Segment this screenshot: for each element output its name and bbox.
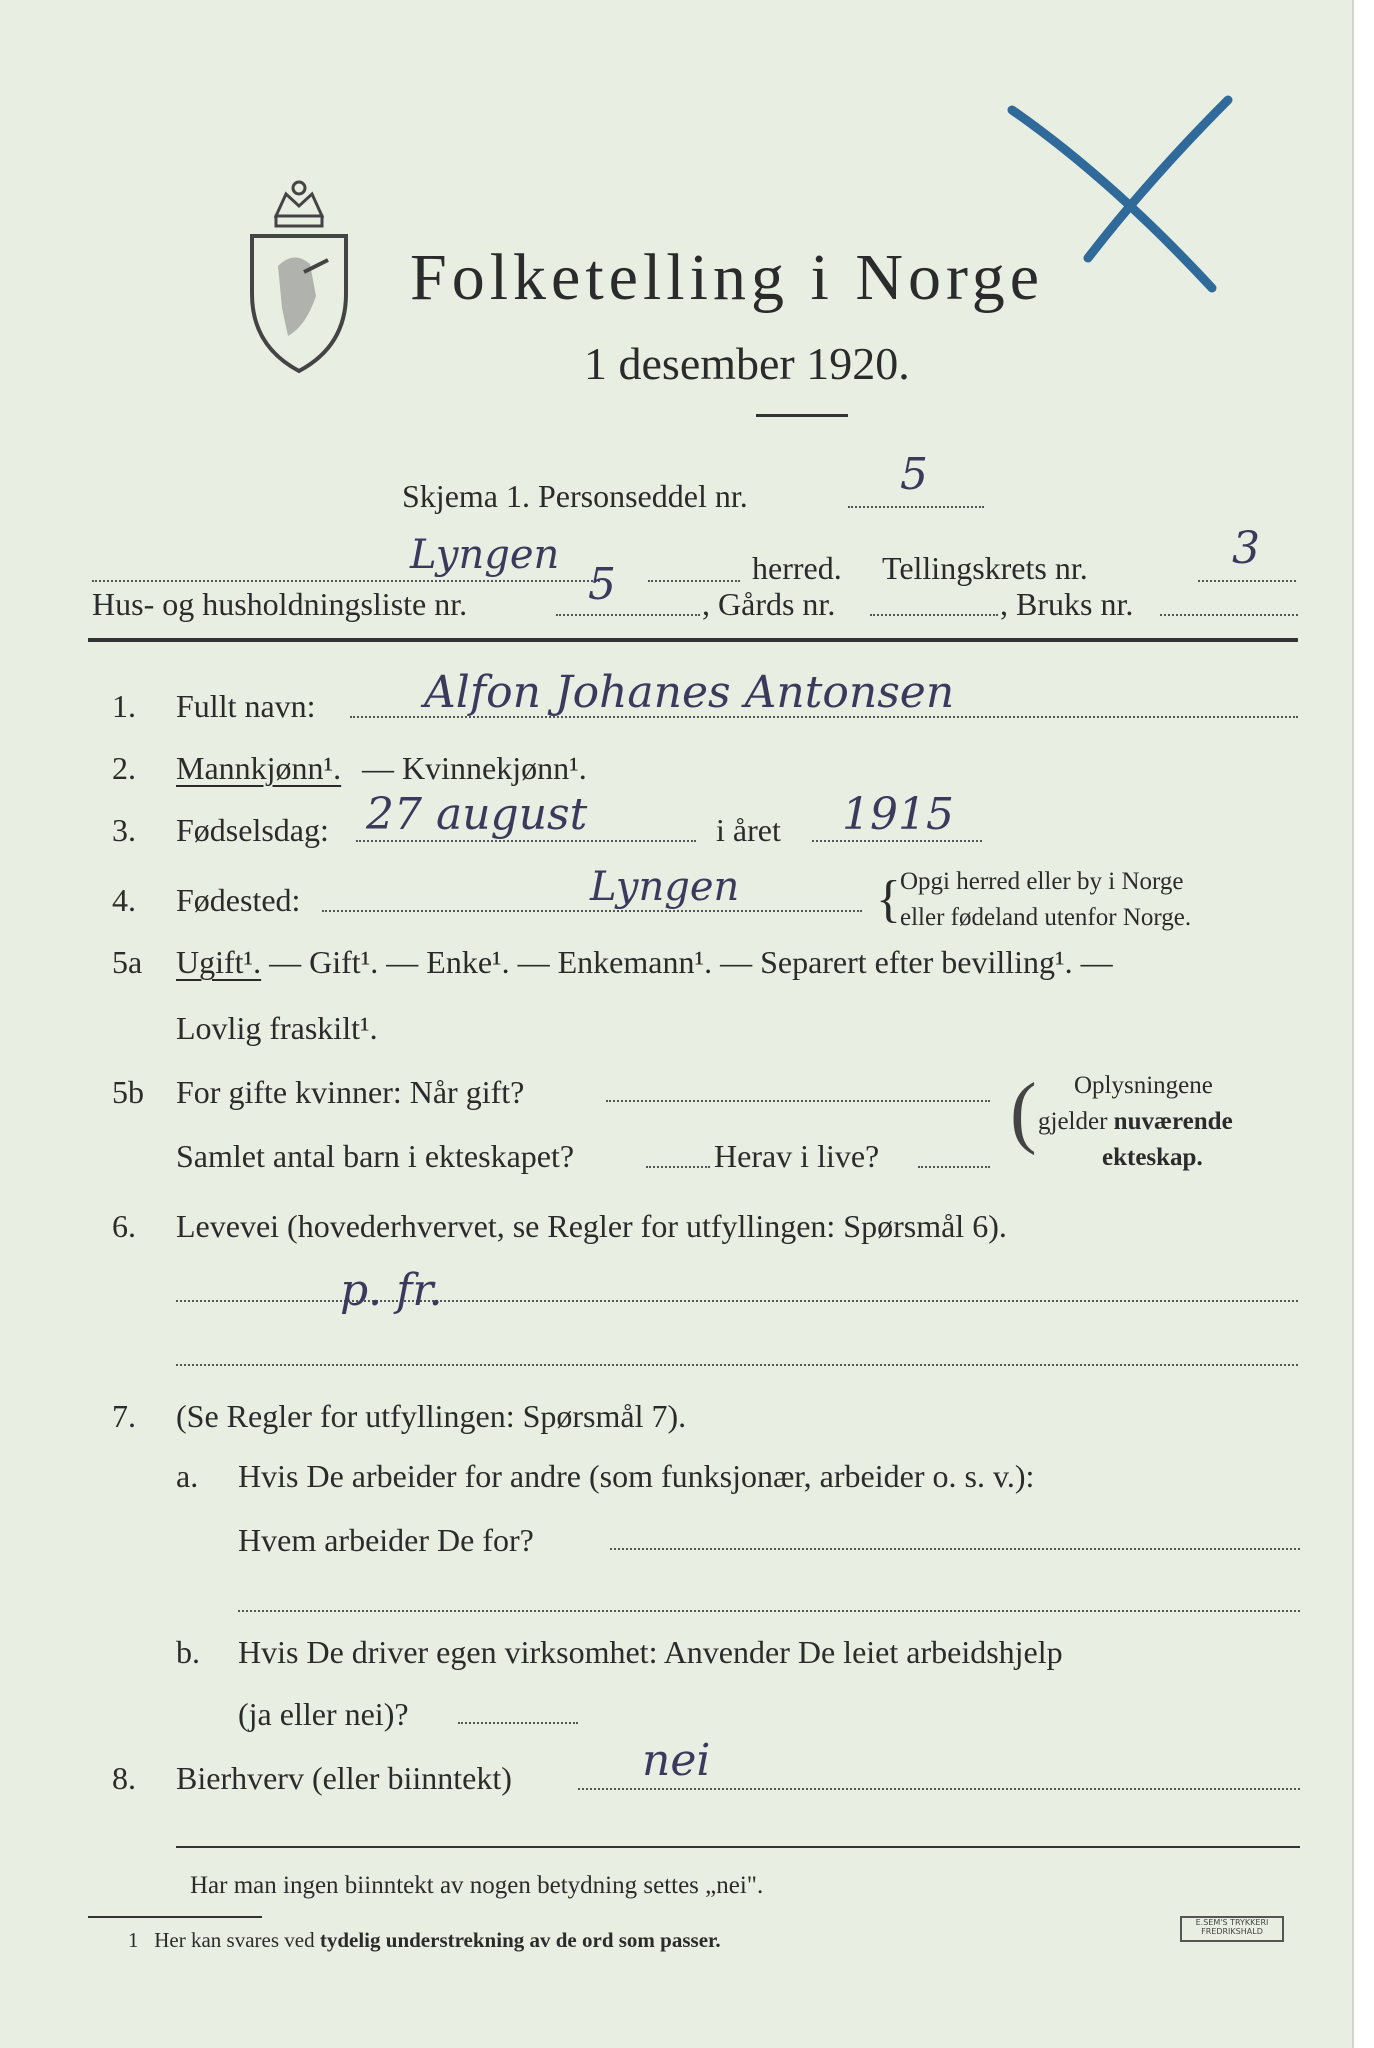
q4-note-line1: Opgi herred eller by i Norge: [900, 868, 1184, 895]
herred-line-2: [648, 580, 740, 582]
q5b-number: 5b: [112, 1074, 144, 1110]
q7a-letter: a.: [176, 1458, 199, 1494]
tellingskrets-label: Tellingskrets nr.: [882, 550, 1088, 586]
q1-answer[interactable]: Alfon Johanes Antonsen: [424, 667, 955, 718]
form-title: Folketelling i Norge: [410, 241, 1045, 314]
q7b-letter: b.: [176, 1634, 200, 1670]
personseddel-line: [848, 506, 984, 508]
q8-answer[interactable]: nei: [642, 1735, 711, 1786]
herred-line: [92, 580, 600, 582]
q8-label: Bierhverv (eller biinntekt): [176, 1760, 512, 1796]
q3-year-answer[interactable]: 1915: [842, 789, 954, 840]
q7-label: (Se Regler for utfyllingen: Spørsmål 7).: [176, 1398, 687, 1434]
q3-year-line: [812, 840, 982, 842]
q3-year-label: i året: [716, 812, 781, 848]
q5b-alive-line: [918, 1166, 990, 1168]
q4-note-line2: eller fødeland utenfor Norge.: [900, 904, 1192, 931]
q3-label: Fødselsdag:: [176, 812, 329, 848]
q2-female-option[interactable]: — Kvinnekjønn¹.: [362, 750, 587, 786]
q7b-line: [458, 1722, 578, 1724]
q6-number: 6.: [112, 1208, 136, 1244]
husholdningsliste-value[interactable]: 5: [588, 559, 616, 610]
printer-stamp: E.SEM'S TRYKKERI FREDRIKSHALD: [1180, 1916, 1284, 1942]
q2-number: 2.: [112, 750, 136, 786]
q8-line-2: [176, 1846, 1300, 1848]
q5b-note-nuvaerende: nuværende: [1113, 1108, 1233, 1135]
herred-label: herred.: [752, 550, 842, 586]
q7b-question: (ja eller nei)?: [238, 1696, 409, 1732]
q7b-text: Hvis De driver egen virksomhet: Anvender De leiet arbeidshjelp: [238, 1634, 1063, 1670]
gards-label: , Gårds nr.: [702, 586, 836, 622]
q5a-options: [176, 942, 1113, 982]
q5b-label: For gifte kvinner: Når gift?: [176, 1074, 525, 1110]
q7a-question: Hvem arbeider De for?: [238, 1522, 534, 1558]
q5b-note-line1: Oplysningene: [1074, 1072, 1213, 1099]
gards-line: [870, 614, 998, 616]
census-date: 1 desember 1920.: [584, 338, 910, 389]
footnote-text-b: tydelig understrekning av de ord som passer.: [319, 1928, 721, 1952]
husholdningsliste-label: Hus- og husholdningsliste nr.: [92, 586, 468, 622]
q6-line-2: [176, 1364, 1298, 1366]
footnote: [128, 1926, 721, 1954]
footnote-text-a: Her kan svares ved: [154, 1928, 320, 1952]
q5b-children-label: Samlet antal barn i ekteskapet?: [176, 1138, 575, 1174]
schema-label: Skjema 1. Personseddel nr.: [402, 478, 748, 514]
q1-number: 1.: [112, 688, 136, 724]
coat-of-arms-emblem: [246, 176, 352, 376]
q5a-number: 5a: [112, 944, 143, 980]
q3-number: 3.: [112, 812, 136, 848]
q5b-note-gjelder: gjelder: [1038, 1108, 1114, 1135]
blue-cross-mark: [1000, 88, 1240, 298]
husholdningsliste-line: [556, 614, 700, 616]
q5b-children-line: [646, 1166, 710, 1168]
q6-label: Levevei (hovederhvervet, se Regler for utfyllingen: Spørsmål 6).: [176, 1208, 1007, 1244]
q4-number: 4.: [112, 882, 136, 918]
q4-answer[interactable]: Lyngen: [590, 864, 740, 910]
q5b-note-line2: [1038, 1106, 1233, 1138]
q5a-options-rest[interactable]: — Gift¹. — Enke¹. — Enkemann¹. — Separert efter bevilling¹. —: [261, 944, 1113, 980]
footnote-marker: 1: [128, 1928, 139, 1952]
q2-male-option[interactable]: Mannkjønn¹.: [176, 750, 342, 786]
q5b-married-line: [606, 1100, 990, 1102]
q3-date-answer[interactable]: 27 august: [366, 789, 588, 840]
q5b-alive-label: Herav i live?: [714, 1138, 880, 1174]
q8-line-1: [578, 1788, 1300, 1790]
bruks-label: , Bruks nr.: [1000, 586, 1134, 622]
q7-number: 7.: [112, 1398, 136, 1434]
q5a-option-fraskilt[interactable]: Lovlig fraskilt¹.: [176, 1010, 378, 1046]
q7a-line-1: [610, 1548, 1300, 1550]
q7a-line-2: [238, 1610, 1300, 1612]
bruks-line: [1160, 614, 1298, 616]
q7a-text: Hvis De arbeider for andre (som funksjonær, arbeider o. s. v.):: [238, 1458, 1035, 1494]
q4-brace: {: [876, 871, 901, 928]
income-note: Har man ingen biinntekt av nogen betydning settes „nei".: [190, 1872, 764, 1899]
q3-date-line: [356, 840, 696, 842]
q8-number: 8.: [112, 1760, 136, 1796]
herred-value[interactable]: Lyngen: [410, 532, 560, 578]
personseddel-number[interactable]: 5: [900, 449, 928, 500]
q6-answer[interactable]: p. fr.: [340, 1265, 443, 1316]
q4-label: Fødested:: [176, 882, 301, 918]
q5a-option-ugift[interactable]: Ugift¹.: [176, 944, 262, 980]
q5b-note-line3: ekteskap.: [1102, 1144, 1203, 1171]
footnote-rule: [88, 1916, 262, 1918]
tellingskrets-value[interactable]: 3: [1232, 523, 1260, 574]
q5b-bracket: (: [1010, 1068, 1037, 1156]
q1-label: Fullt navn:: [176, 688, 316, 724]
header-rule: [88, 638, 1298, 642]
tellingskrets-line: [1198, 580, 1296, 582]
title-divider: [756, 414, 848, 417]
